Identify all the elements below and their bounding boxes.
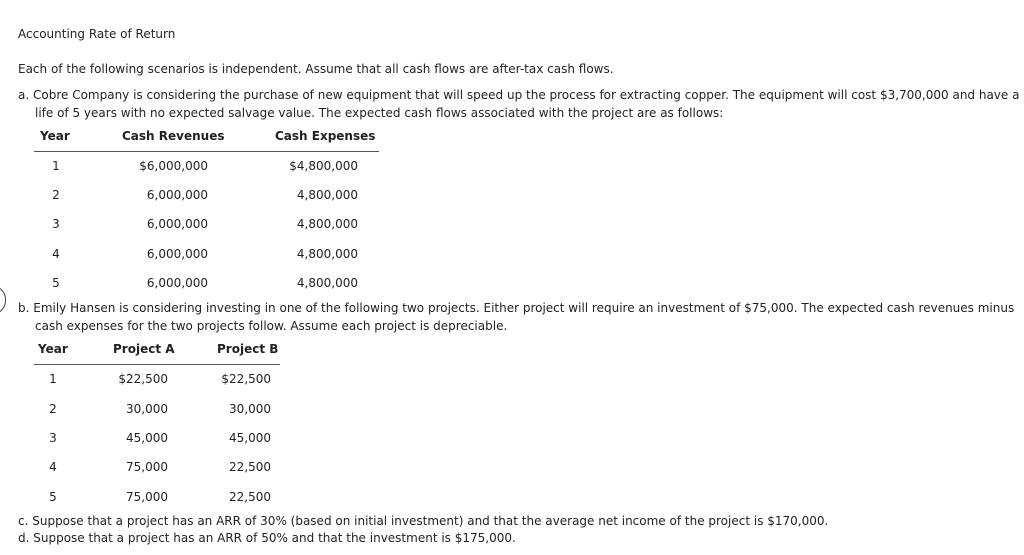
table-b-project-a: 45,000 xyxy=(126,431,168,445)
table-b-project-b: 22,500 xyxy=(229,460,271,474)
part-b-line1: b. Emily Hansen is considering investing in one of the following two projects. Either project will require an investment of $75,000. The expected cash revenues minus xyxy=(18,301,1015,315)
table-a-year: 5 xyxy=(52,276,60,290)
part-a-line2: life of 5 years with no expected salvage value. The expected cash flows associated with the project are as follows: xyxy=(35,105,724,120)
table-a-expense: $4,800,000 xyxy=(289,159,358,173)
section-bracket xyxy=(0,286,6,314)
table-a-year: 1 xyxy=(52,159,60,173)
table-b-project-b: $22,500 xyxy=(221,372,271,386)
table-b-year: 3 xyxy=(49,431,57,445)
table-a-header-year: Year xyxy=(40,129,70,143)
part-b-line2: cash expenses for the two projects follow. Assume each project is depreciable. xyxy=(35,318,508,333)
table-a-year: 4 xyxy=(52,247,60,261)
table-a-expense: 4,800,000 xyxy=(296,188,358,202)
table-a-revenue: 6,000,000 xyxy=(146,217,208,231)
part-b-text xyxy=(18,300,1014,335)
table-b-header-project-a: Project A xyxy=(113,342,175,356)
table-b-year: 2 xyxy=(49,402,57,416)
table-a-revenue: 6,000,000 xyxy=(146,188,208,202)
part-c-text: c. Suppose that a project has an ARR of 30% (based on initial investment) and that the average net income of the project is $170,000. xyxy=(18,514,829,528)
table-b-project-b: 22,500 xyxy=(229,490,271,504)
table-a-header-rule xyxy=(34,151,379,152)
table-b-header-rule xyxy=(34,364,280,365)
table-b-project-a: 30,000 xyxy=(126,402,168,416)
table-a-year: 2 xyxy=(52,188,60,202)
part-a-text xyxy=(18,87,1019,122)
intro-text: Each of the following scenarios is independent. Assume that all cash flows are after-tax cash flows. xyxy=(18,62,614,76)
page-title: Accounting Rate of Return xyxy=(18,27,176,41)
table-a-revenue: 6,000,000 xyxy=(146,247,208,261)
table-b-year: 5 xyxy=(49,490,57,504)
table-b-project-b: 45,000 xyxy=(229,431,271,445)
table-b-header-year: Year xyxy=(38,342,68,356)
table-b-project-a: 75,000 xyxy=(126,490,168,504)
table-a-revenue: $6,000,000 xyxy=(139,159,208,173)
part-d-text: d. Suppose that a project has an ARR of 50% and that the investment is $175,000. xyxy=(18,531,516,545)
table-a-expense: 4,800,000 xyxy=(296,217,358,231)
table-b-project-a: $22,500 xyxy=(118,372,168,386)
table-b-year: 4 xyxy=(49,460,57,474)
table-a-header-expenses: Cash Expenses xyxy=(275,129,376,143)
table-a-year: 3 xyxy=(52,217,60,231)
table-a-header-revenues: Cash Revenues xyxy=(122,129,225,143)
table-a-expense: 4,800,000 xyxy=(296,276,358,290)
table-b-project-b: 30,000 xyxy=(229,402,271,416)
part-a-line1: a. Cobre Company is considering the purchase of new equipment that will speed up the process for extracting copper. The equipment will cost $3,700,000 and have a xyxy=(18,88,1020,102)
table-a-expense: 4,800,000 xyxy=(296,247,358,261)
table-b-year: 1 xyxy=(49,372,57,386)
table-b-project-a: 75,000 xyxy=(126,460,168,474)
table-b-header-project-b: Project B xyxy=(217,342,279,356)
table-a-revenue: 6,000,000 xyxy=(146,276,208,290)
